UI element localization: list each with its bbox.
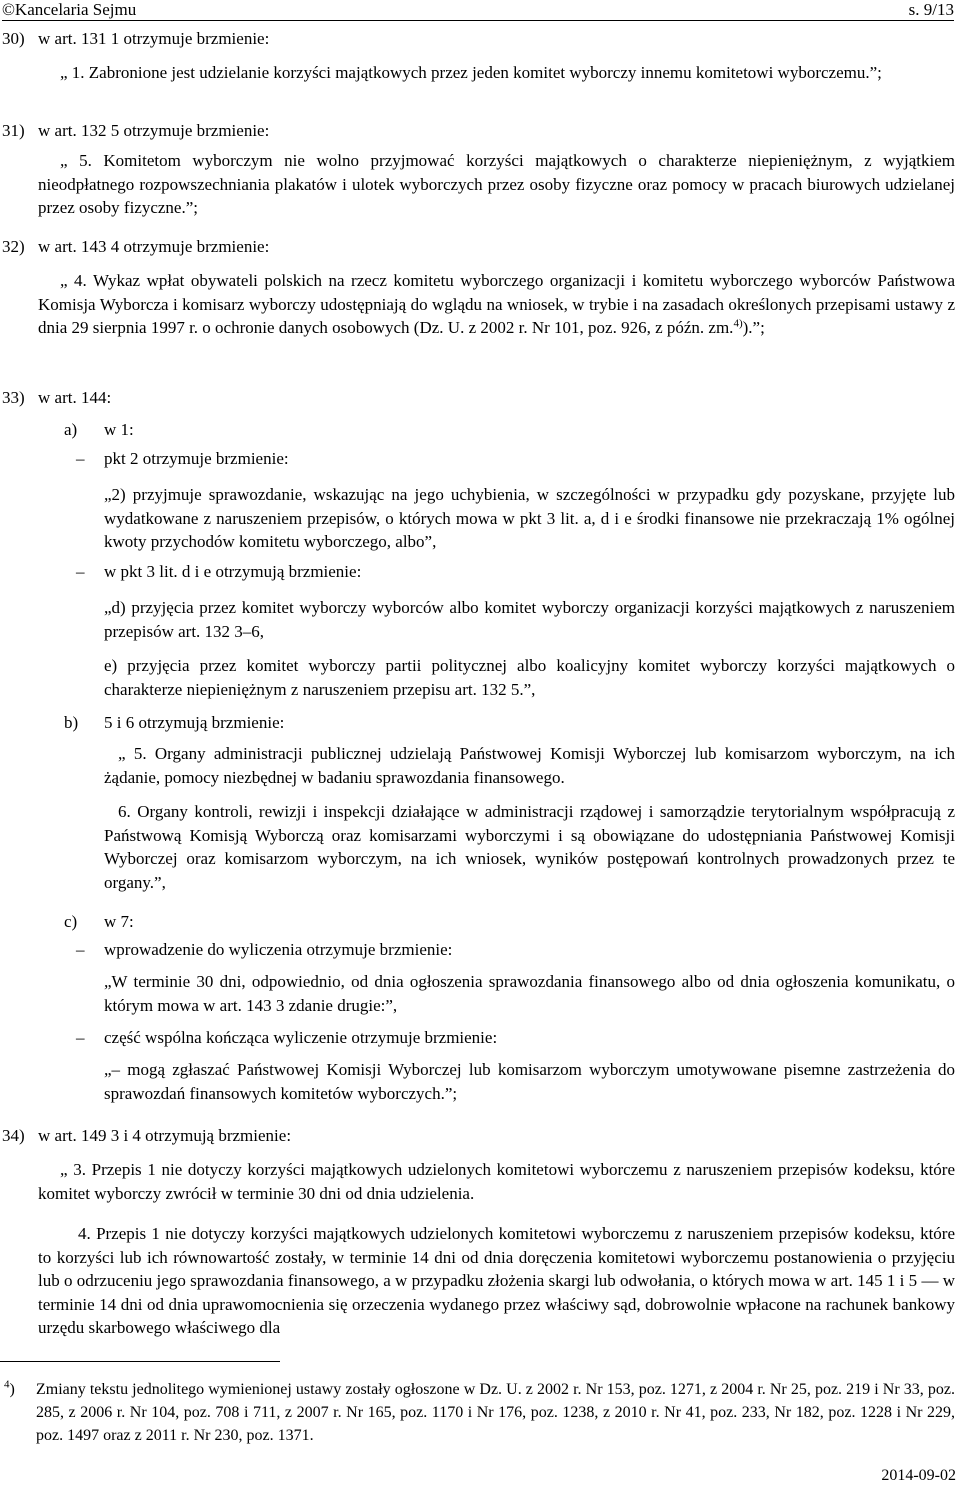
subitem-intro: 5 i 6 otrzymują brzmienie: bbox=[104, 713, 285, 732]
subitem-intro: w 7: bbox=[104, 912, 134, 931]
page-number: s. 9/13 bbox=[908, 0, 954, 19]
subitem-intro: w 1: bbox=[104, 420, 134, 439]
dash-intro: część wspólna kończąca wyliczenie otrzymuje brzmienie: bbox=[104, 1028, 498, 1047]
quoted-provision: „d) przyjęcia przez komitet wyborczy wyborców albo komitet wyborczy organizacji korzyści majątkowych z naruszeniem przepisów art. 132 3–6, bbox=[104, 598, 955, 641]
dash-bullet: – bbox=[76, 562, 85, 581]
subitem-letter: a) bbox=[64, 420, 78, 439]
footnote-divider bbox=[0, 1361, 280, 1362]
item-number: 34) bbox=[2, 1126, 25, 1145]
dash-bullet: – bbox=[76, 449, 85, 468]
footnote-text: Zmiany tekstu jednolitego wymienionej ustawy zostały ogłoszone w Dz. U. z 2002 r. Nr 153, poz. 1271, z 2004 r. Nr 25, poz. 219 i Nr 33, poz. 285, z 2006 r. Nr 104, poz. 708 i 711, z 2007 r. Nr 165, poz. 1170 i Nr 176, poz. 1238, z 2010 r. Nr 41, poz. 233, Nr 182, poz. 1228 i Nr 229, poz. 1497 oraz z 2011 r. Nr 230, poz. 1371. bbox=[36, 1381, 955, 1444]
quoted-provision: „ 1. Zabronione jest udzielanie korzyści majątkowych przez jeden komitet wyborczy innemu komitetowi wyborczemu.”; bbox=[60, 63, 882, 82]
quoted-provision: „2) przyjmuje sprawozdanie, wskazując na jego uchybienia, w szczególności w przypadku gdy pozyskane, przyjęte lub wydatkowane z naruszeniem przepisów, o których mowa w pkt 3 lit. a, d i e środki finansowe nie przekraczają 1% ogólnej kwoty przychodów komitetu wyborczego, albo”, bbox=[104, 485, 955, 551]
item-number: 33) bbox=[2, 388, 25, 407]
item-intro: w art. 144: bbox=[38, 388, 112, 407]
footnote-ref[interactable]: 4) bbox=[733, 317, 743, 330]
subitem-letter: c) bbox=[64, 912, 78, 931]
subitem-letter: b) bbox=[64, 713, 79, 732]
footer-date: 2014-09-02 bbox=[881, 1467, 956, 1484]
footnote-mark: $^4$) bbox=[4, 1378, 15, 1398]
dash-intro: pkt 2 otrzymuje brzmienie: bbox=[104, 449, 289, 468]
item-intro: w art. 143 4 otrzymuje brzmienie: bbox=[38, 237, 270, 256]
quoted-provision: „ 4. Wykaz wpłat obywateli polskich na rzecz komitetu wyborczego organizacji i komitetu wyborczego wyborców Państwowa Komisja Wyborcza i komisarz wyborczy udostępniają do wglądu na wniosek, w trybie i na zasadach określonych przepisami ustawy z dnia 29 sierpnia 1997 r. o ochronie danych osobowych (Dz. U. z 2002 r. Nr 101, poz. 926, z późn. zm.$^{4)}$).”; bbox=[38, 271, 955, 337]
quoted-provision: „– mogą zgłaszać Państwowej Komisji Wyborczej lub komisarzom wyborczym umotywowane pisemne zastrzeżenia do sprawozdań finansowych komitetów wyborczych.”; bbox=[104, 1060, 955, 1103]
page-header bbox=[2, 0, 954, 21]
item-intro: w art. 149 3 i 4 otrzymują brzmienie: bbox=[38, 1126, 292, 1145]
dash-bullet: – bbox=[76, 940, 85, 959]
quoted-provision: „ 5. Komitetom wyborczym nie wolno przyjmować korzyści majątkowych o charakterze niepieniężnym, z wyjątkiem nieodpłatnego rozpowszechniania plakatów i ulotek wyborczych przez osoby fizyczne oraz pomocy w pracach biurowych udzielanej przez osoby fizyczne.”; bbox=[38, 151, 955, 217]
quoted-provision: „W terminie 30 dni, odpowiednio, od dnia ogłoszenia sprawozdania finansowego albo od dnia ogłoszenia komunikatu, o którym mowa w art. 143 3 zdanie drugie:”, bbox=[104, 972, 955, 1015]
dash-bullet: – bbox=[76, 1028, 85, 1047]
quoted-provision: 6. Organy kontroli, rewizji i inspekcji działające w administracji rządowej i samorządzie terytorialnym współpracują z Państwową Komisją Wyborczą oraz komisarzami wyborczymi i są obowiązane do udostępniania Państwowej Komisji Wyborczej oraz komisarzom wyborczym, na ich wniosek, wyników postępowań kontrolnych prowadzonych przez te organy.”, bbox=[104, 802, 955, 892]
quoted-provision: e) przyjęcia przez komitet wyborczy partii politycznej albo koalicyjny komitet wyborczy korzyści majątkowych o charakterze niepieniężnym z naruszeniem przepisu art. 132 5.”, bbox=[104, 656, 955, 699]
copyright-label: ©Kancelaria Sejmu bbox=[2, 0, 137, 19]
item-intro: w art. 132 5 otrzymuje brzmienie: bbox=[38, 121, 270, 140]
quoted-provision: „ 3. Przepis 1 nie dotyczy korzyści majątkowych udzielonych komitetowi wyborczemu z naruszeniem przepisów kodeksu, które komitet wyborczy zwrócił w terminie 30 dni od dnia udzielenia. bbox=[38, 1160, 955, 1203]
item-number: 30) bbox=[2, 29, 25, 48]
dash-intro: w pkt 3 lit. d i e otrzymują brzmienie: bbox=[104, 562, 362, 581]
item-number: 32) bbox=[2, 237, 25, 256]
quoted-provision: 4. Przepis 1 nie dotyczy korzyści majątkowych udzielonych komitetowi wyborczemu z naruszeniem przepisów kodeksu, które to korzyści lub ich równowartość zostały, w terminie 14 dni od dnia doręczenia komitetowi wyborczemu postanowienia o przyjęciu lub o odrzuceniu jego sprawozdania finansowego, a w przypadku złożenia skargi lub odwołania, o których mowa w art. 145 1 i 5 — w terminie 14 dni od dnia uprawomocnienia się orzeczenia wydanego przez właściwy sąd, dobrowolnie wpłacone na rachunek bankowy urzędu skarbowego właściwego dla bbox=[38, 1224, 955, 1337]
item-number: 31) bbox=[2, 121, 25, 140]
quoted-provision: „ 5. Organy administracji publicznej udzielają Państwowej Komisji Wyborczej lub komisarzom wyborczym, na ich żądanie, pomocy niezbędnej w badaniu sprawozdania finansowego. bbox=[104, 744, 955, 787]
dash-intro: wprowadzenie do wyliczenia otrzymuje brzmienie: bbox=[104, 940, 453, 959]
item-intro: w art. 131 1 otrzymuje brzmienie: bbox=[38, 29, 270, 48]
